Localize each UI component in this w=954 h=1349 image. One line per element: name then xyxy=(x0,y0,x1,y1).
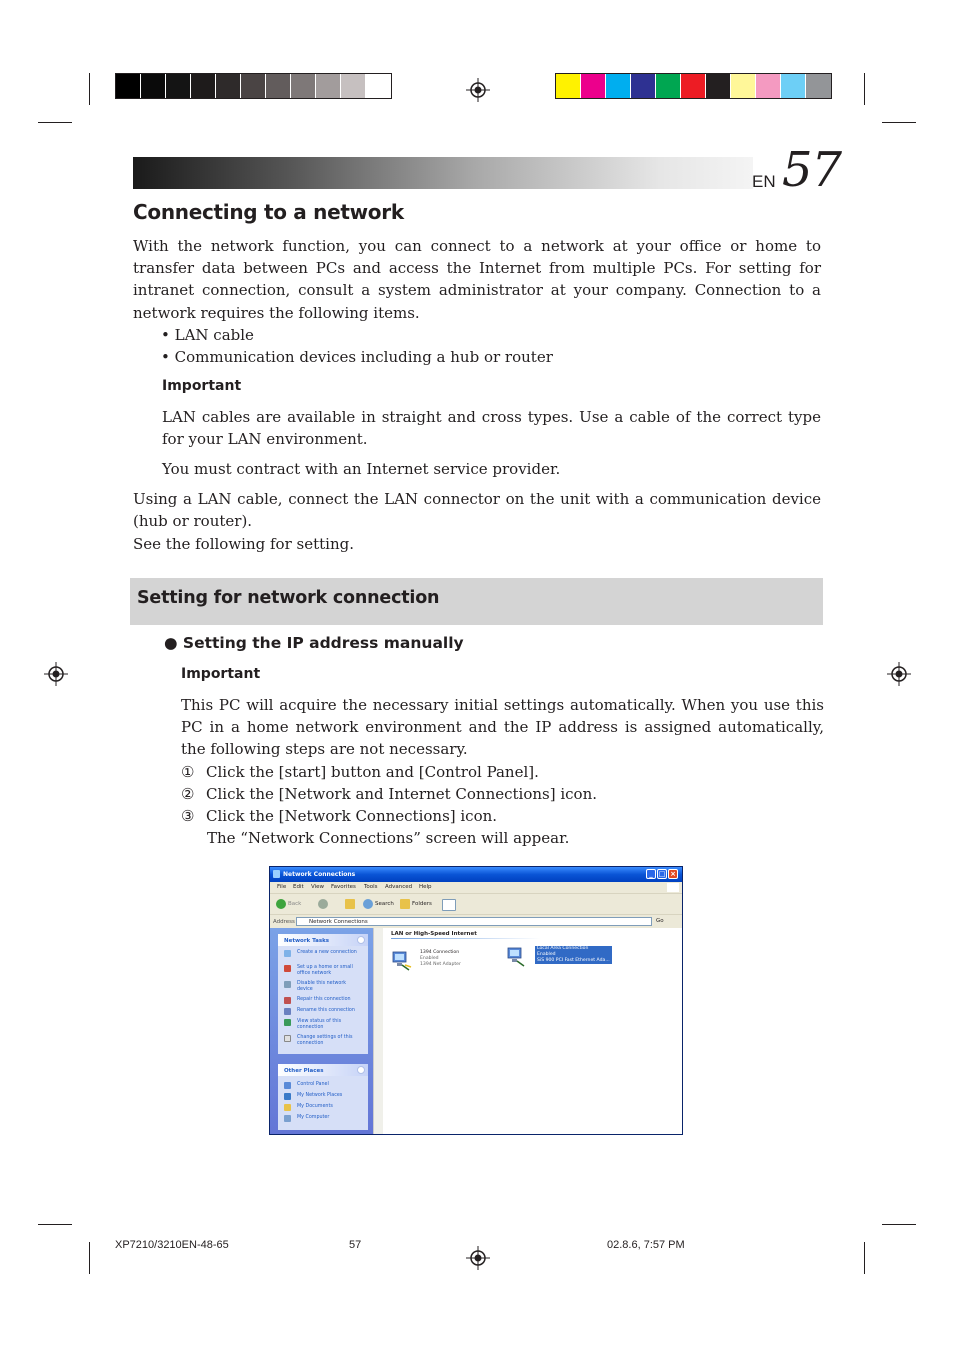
computer-icon xyxy=(284,1115,291,1122)
folders-button[interactable] xyxy=(400,899,432,909)
folder-up-icon xyxy=(345,899,355,909)
place-my-computer[interactable]: My Computer xyxy=(284,1115,363,1121)
go-button[interactable]: Go xyxy=(656,918,664,924)
search-label: Search xyxy=(375,901,394,907)
registration-mark-icon xyxy=(466,78,490,102)
search-button[interactable] xyxy=(363,899,394,909)
back-label: Back xyxy=(288,901,302,907)
menu-help[interactable]: Help xyxy=(419,884,432,890)
window-titlebar xyxy=(270,867,682,882)
address-bar xyxy=(270,914,682,929)
network-tasks-title: Network Tasks xyxy=(284,938,330,944)
up-button[interactable] xyxy=(345,899,355,909)
registration-mark-icon xyxy=(887,662,911,686)
requirements-list xyxy=(161,324,553,368)
step-text: Click the [start] button and [Control Panel]. xyxy=(206,763,539,781)
connect-paragraph: Using a LAN cable, connect the LAN connector on the unit with a communication device (hub or router). xyxy=(133,490,821,531)
windows-logo-icon xyxy=(667,883,679,892)
settings-icon xyxy=(284,1035,291,1042)
footer-page-number: 57 xyxy=(349,1239,362,1251)
color-swatch-2 xyxy=(581,74,606,98)
color-swatch-1 xyxy=(556,74,581,98)
crop-mark xyxy=(864,1242,865,1274)
important-text: You must contract with an Internet service provider. xyxy=(162,460,561,478)
gray-swatch-5 xyxy=(216,74,241,98)
list-item: • LAN cable xyxy=(161,326,254,344)
network-tasks-header[interactable] xyxy=(278,934,368,946)
gray-swatch-8 xyxy=(291,74,316,98)
gray-swatch-7 xyxy=(266,74,291,98)
gray-swatch-1 xyxy=(116,74,141,98)
new-connection-icon xyxy=(284,950,291,957)
close-button[interactable]: × xyxy=(668,869,678,879)
task-repair-connection[interactable]: Repair this connection xyxy=(284,997,363,1003)
folders-icon xyxy=(400,899,410,909)
gray-swatch-3 xyxy=(166,74,191,98)
group-divider xyxy=(391,938,541,939)
status-icon xyxy=(284,1019,291,1026)
address-value: Network Connections xyxy=(309,919,368,925)
menu-view[interactable]: View xyxy=(311,884,325,890)
back-arrow-icon xyxy=(276,899,286,909)
views-button[interactable] xyxy=(442,899,456,911)
forward-button[interactable] xyxy=(318,899,328,909)
crop-mark xyxy=(89,1242,90,1274)
color-swatch-5 xyxy=(656,74,681,98)
gray-swatch-4 xyxy=(191,74,216,98)
gray-swatch-10 xyxy=(341,74,366,98)
network-icon xyxy=(273,870,280,878)
registration-mark-icon xyxy=(44,662,68,686)
result-text: The “Network Connections” screen will appear. xyxy=(207,829,570,847)
crop-mark xyxy=(882,122,916,123)
menu-file[interactable]: File xyxy=(277,884,287,890)
repair-icon xyxy=(284,997,291,1004)
task-create-connection[interactable]: Create a new connection xyxy=(284,950,363,956)
menu-bar xyxy=(270,882,682,893)
back-button[interactable] xyxy=(276,899,301,909)
maximize-button[interactable]: □ xyxy=(658,870,666,878)
network-tasks-box xyxy=(278,934,368,1054)
toolbar xyxy=(270,893,682,915)
disable-icon xyxy=(284,981,291,988)
network-connection-icon xyxy=(506,946,528,968)
step-2 xyxy=(181,783,597,805)
place-control-panel[interactable]: Control Panel xyxy=(284,1082,363,1088)
important-label: Important xyxy=(181,666,261,682)
place-my-network-places[interactable]: My Network Places xyxy=(284,1093,363,1099)
footer-timestamp: 02.8.6, 7:57 PM xyxy=(607,1239,685,1251)
other-places-header[interactable] xyxy=(278,1064,368,1076)
color-swatch-6 xyxy=(681,74,706,98)
connection-status: Enabled xyxy=(420,956,439,961)
important-text: LAN cables are available in straight and cross types. Use a cable of the correct type for your LAN environment. xyxy=(162,408,821,449)
color-swatch-9 xyxy=(756,74,781,98)
gray-swatch-2 xyxy=(141,74,166,98)
step-number: ③ xyxy=(181,807,195,825)
forward-arrow-icon xyxy=(318,899,328,909)
connection-1394[interactable] xyxy=(391,950,511,978)
color-swatch-8 xyxy=(731,74,756,98)
gray-swatch-6 xyxy=(241,74,266,98)
task-rename-connection[interactable]: Rename this connection xyxy=(284,1008,363,1014)
color-swatch-3 xyxy=(606,74,631,98)
important-text: This PC will acquire the necessary initial settings automatically. When you use this PC in a home network environment and the IP address is assigned automatically, the following steps are not necessary. xyxy=(181,696,824,759)
crop-mark xyxy=(864,73,865,105)
see-following-text: See the following for setting. xyxy=(133,535,354,553)
task-view-status[interactable]: View status of this connection xyxy=(284,1019,363,1030)
menu-tools[interactable]: Tools xyxy=(364,884,378,890)
registration-mark-icon xyxy=(466,1246,490,1270)
folders-label: Folders xyxy=(412,901,432,907)
views-icon xyxy=(442,899,456,911)
step-3 xyxy=(181,805,497,827)
color-swatch-4 xyxy=(631,74,656,98)
crop-mark xyxy=(38,1224,72,1225)
bullet-heading: ● Setting the IP address manually xyxy=(164,634,464,652)
connection-local-area[interactable] xyxy=(506,946,676,974)
subsection-title: Setting for network connection xyxy=(137,588,440,608)
footer-file-name: XP7210/3210EN-48-65 xyxy=(115,1239,229,1251)
color-swatch-7 xyxy=(706,74,731,98)
step-text: Click the [Network Connections] icon. xyxy=(206,807,498,825)
rename-icon xyxy=(284,1008,291,1015)
color-swatch-11 xyxy=(806,74,831,98)
important-label: Important xyxy=(162,378,242,394)
connection-device: SiS 900 PCI Fast Ethernet Ada... xyxy=(537,958,610,963)
connection-1394-text xyxy=(420,950,461,968)
connection-device: 1394 Net Adapter xyxy=(420,962,461,967)
network-places-icon xyxy=(284,1093,291,1100)
other-places-box xyxy=(278,1064,368,1130)
connection-name: 1394 Connection xyxy=(420,950,460,955)
step-number: ② xyxy=(181,785,195,803)
task-change-settings[interactable]: Change settings of this connection xyxy=(284,1035,363,1046)
menu-edit[interactable]: Edit xyxy=(293,884,304,890)
page-number: 57 xyxy=(782,142,842,198)
header-gradient-band xyxy=(133,157,753,189)
task-disable-device[interactable]: Disable this network device xyxy=(284,981,363,992)
window-title: Network Connections xyxy=(283,871,356,878)
grayscale-color-bar xyxy=(115,73,392,99)
minimize-button[interactable]: _ xyxy=(646,869,656,879)
step-1 xyxy=(181,761,539,783)
collapse-icon[interactable] xyxy=(357,936,365,944)
step-number: ① xyxy=(181,763,195,781)
task-pane-scrollbar[interactable] xyxy=(373,928,383,1134)
connection-status: Enabled xyxy=(537,952,556,957)
color-swatch-10 xyxy=(781,74,806,98)
other-places-title: Other Places xyxy=(284,1068,324,1074)
search-icon xyxy=(363,899,373,909)
network-connections-screenshot xyxy=(269,866,683,1135)
connection-local-area-text xyxy=(535,946,612,964)
menu-favorites[interactable]: Favorites xyxy=(331,884,356,890)
crop-mark xyxy=(882,1224,916,1225)
language-label: EN xyxy=(752,172,776,191)
place-my-documents[interactable]: My Documents xyxy=(284,1104,363,1110)
address-label: Address xyxy=(273,919,295,925)
group-title: LAN or High-Speed Internet xyxy=(391,931,477,937)
gray-swatch-9 xyxy=(316,74,341,98)
home-network-icon xyxy=(284,965,291,972)
gray-swatch-11 xyxy=(366,74,391,98)
address-field[interactable] xyxy=(296,917,652,926)
cmyk-color-bar xyxy=(555,73,832,99)
task-pane xyxy=(270,928,383,1134)
step-text: Click the [Network and Internet Connections] icon. xyxy=(206,785,598,803)
crop-mark xyxy=(38,122,72,123)
control-panel-icon xyxy=(284,1082,291,1089)
crop-mark xyxy=(89,73,90,105)
network-connection-icon xyxy=(391,950,413,972)
list-item: • Communication devices including a hub or router xyxy=(161,348,553,366)
task-setup-home-network[interactable]: Set up a home or small office network xyxy=(284,965,363,976)
collapse-icon[interactable] xyxy=(357,1066,365,1074)
section-title: Connecting to a network xyxy=(133,200,404,224)
menu-advanced[interactable]: Advanced xyxy=(385,884,413,890)
connections-view xyxy=(383,928,682,1134)
documents-icon xyxy=(284,1104,291,1111)
connection-name: Local Area Connection xyxy=(537,946,589,951)
intro-paragraph: With the network function, you can connect to a network at your office or home to transfer data between PCs and access the Internet from multiple PCs. For setting for intranet connection, consult a system administrator at your company. Connection to a network requires the following items. xyxy=(133,237,821,322)
